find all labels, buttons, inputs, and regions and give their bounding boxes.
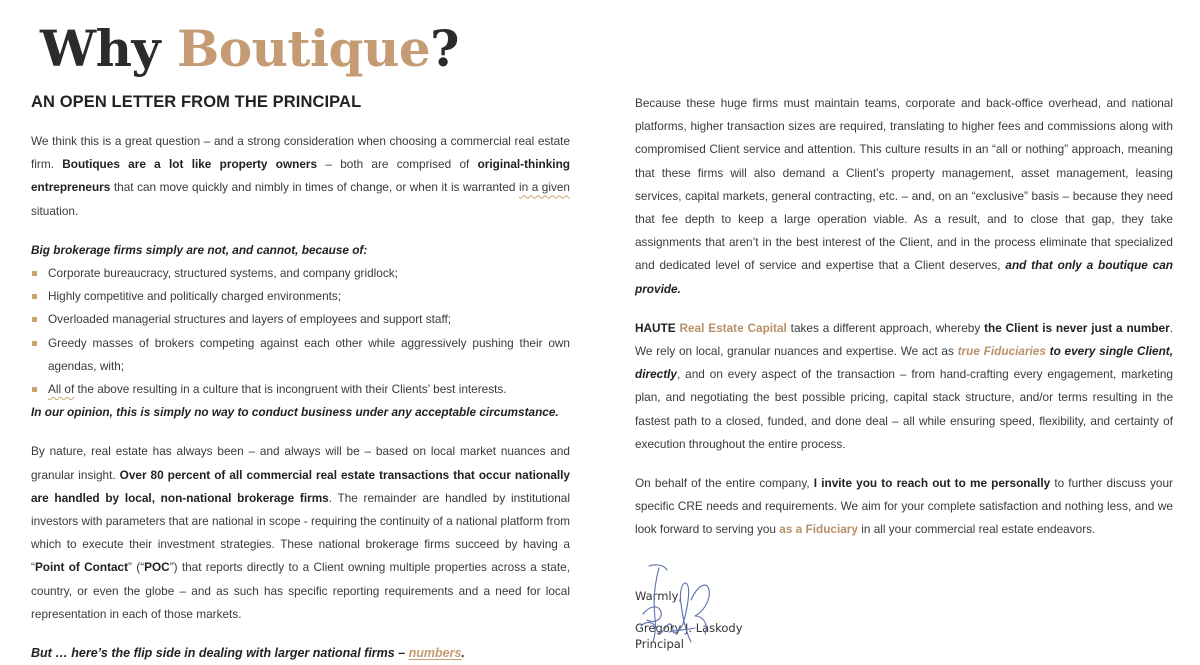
text-run: We think this is a great question – and a strong consideration when choosing a commercial real estate firm.	[31, 134, 570, 172]
bold-run: original-thinking entrepreneurs	[31, 157, 570, 195]
list-item: Greedy masses of brokers competing against each other while aggressively pushing their own agendas, with;	[31, 332, 570, 378]
bold-run: Boutiques are a lot like property owners	[62, 157, 318, 172]
list-item: Corporate bureaucracy, structured systems, and company gridlock;	[31, 262, 570, 285]
fiduciaries-highlight: true Fiduciaries	[957, 344, 1046, 359]
bold-run: Over 80 percent of all commercial real estate transactions that occur nationally are handled by local, non-national brokerage firms	[31, 467, 570, 505]
huge-firms-paragraph	[635, 92, 1173, 301]
text-run: takes a different approach, whereby	[786, 320, 985, 335]
title-part-3: ?	[430, 19, 459, 78]
letter-subtitle: AN OPEN LETTER FROM THE PRINCIPAL	[31, 93, 362, 111]
text-run: the above resulting in a culture that is incongruent with their Clients’ best interests.	[74, 382, 507, 397]
text-run: ”) that reports directly to a Client owning multiple properties across a state, country, or even the globe – and as such has specific reporting requirements and a need for local representation in each of those markets.	[31, 560, 570, 621]
fiduciary-highlight: as a Fiduciary	[779, 522, 858, 537]
letter-closing	[635, 560, 1173, 652]
signer-role: Principal	[635, 636, 685, 651]
text-run: On behalf of the entire company,	[635, 476, 814, 491]
title-highlight: Boutique	[176, 19, 431, 78]
text-run: situation.	[31, 203, 79, 218]
bold-italic-run: and that only a boutique can provide.	[635, 258, 1174, 296]
brand-name-highlight: Real Estate Capital	[675, 320, 787, 335]
invitation-paragraph	[635, 472, 1173, 542]
salutation-block	[635, 560, 1173, 620]
list-item	[31, 378, 570, 401]
text-run: – both are comprised of	[317, 157, 478, 172]
text-run: . The remainder are handled by institutional investors with parameters that are national in scope - requiring the continuity of a national platform from which to execute their investment strategies. These national brokerage firms succeed by having a “	[31, 490, 570, 575]
spellcheck-underlined-text: in a given	[518, 180, 570, 195]
text-run: By nature, real estate has always been – and always will be – based on local market nuances and granular insight.	[31, 444, 570, 482]
text-run: . We rely on local, granular nuances and expertise. We act as	[635, 320, 1173, 359]
left-column	[31, 130, 570, 665]
signer-name: Gregory J. Laskody	[635, 620, 743, 635]
spellcheck-underlined-text: All of	[48, 382, 75, 397]
salutation: Warmly,	[635, 588, 683, 603]
text-run: in all your commercial real estate endeavors.	[857, 522, 1096, 537]
text-run: , and on every aspect of the transaction – from hand-crafting every engagement, marketing plan, and negotiating the best possible pricing, capital stack structure, and/or terms resulting in the fastest path to a closed, funded, and done deal – all while ensuring speed, flexibility, and certainty of execution throughout the entire process.	[635, 367, 1173, 451]
big-brokerage-heading: Big brokerage firms simply are not, and cannot, because of:	[31, 242, 368, 257]
list-item: Highly competitive and politically charged environments;	[31, 285, 570, 308]
text-run: But … here’s the flip side in dealing with larger national firms –	[31, 646, 409, 661]
numbers-link[interactable]: numbers	[408, 646, 462, 661]
text-run: ” (“	[128, 560, 145, 575]
haute-paragraph	[635, 317, 1173, 456]
text-run: Because these huge firms must maintain teams, corporate and back-office overhead, and national platforms, higher transaction sizes are required, translating to higher fees and commissions along with compromised Client service and attention. This culture results in an “all or nothing” approach, meaning that these firms will also demand a Client’s property management, asset management, leasing services, capital markets, general contracting, etc. – and, on an “exclusive” basis – because they need that fee depth to keep a large operation viable. As a result, and to close that gap, they take assignments that aren’t in the best interest of the Client, and in the process eliminate that specialized and dedicated level of service and expertise that a Client deserves,	[635, 96, 1173, 273]
opinion-statement: In our opinion, this is simply no way to conduct business under any acceptable circumstance.	[31, 405, 559, 420]
flip-side-statement	[31, 642, 570, 665]
bold-italic-run: to every single Client, directly	[635, 344, 1173, 382]
intro-paragraph	[31, 130, 570, 223]
title-part-1: Why	[40, 19, 177, 78]
brand-name: HAUTE	[635, 320, 676, 335]
page-title	[40, 14, 459, 84]
text-run: to further discuss your specific CRE needs and requirements. We aim for your complete satisfaction and nothing less, and we look forward to serving you	[635, 476, 1173, 537]
bullet-list	[31, 262, 570, 401]
bold-run: POC	[144, 560, 170, 575]
signature-icon	[633, 560, 723, 652]
nature-paragraph	[31, 440, 570, 626]
bold-run: the Client is never just a number	[984, 320, 1170, 335]
bold-run: I invite you to reach out to me personally	[813, 476, 1051, 491]
bold-run: Point of Contact	[34, 560, 129, 575]
list-item: Overloaded managerial structures and layers of employees and support staff;	[31, 308, 570, 331]
text-run: .	[461, 646, 465, 661]
right-column	[635, 92, 1173, 652]
text-run: that can move quickly and nimbly in times of change, or when it is warranted	[110, 180, 519, 195]
